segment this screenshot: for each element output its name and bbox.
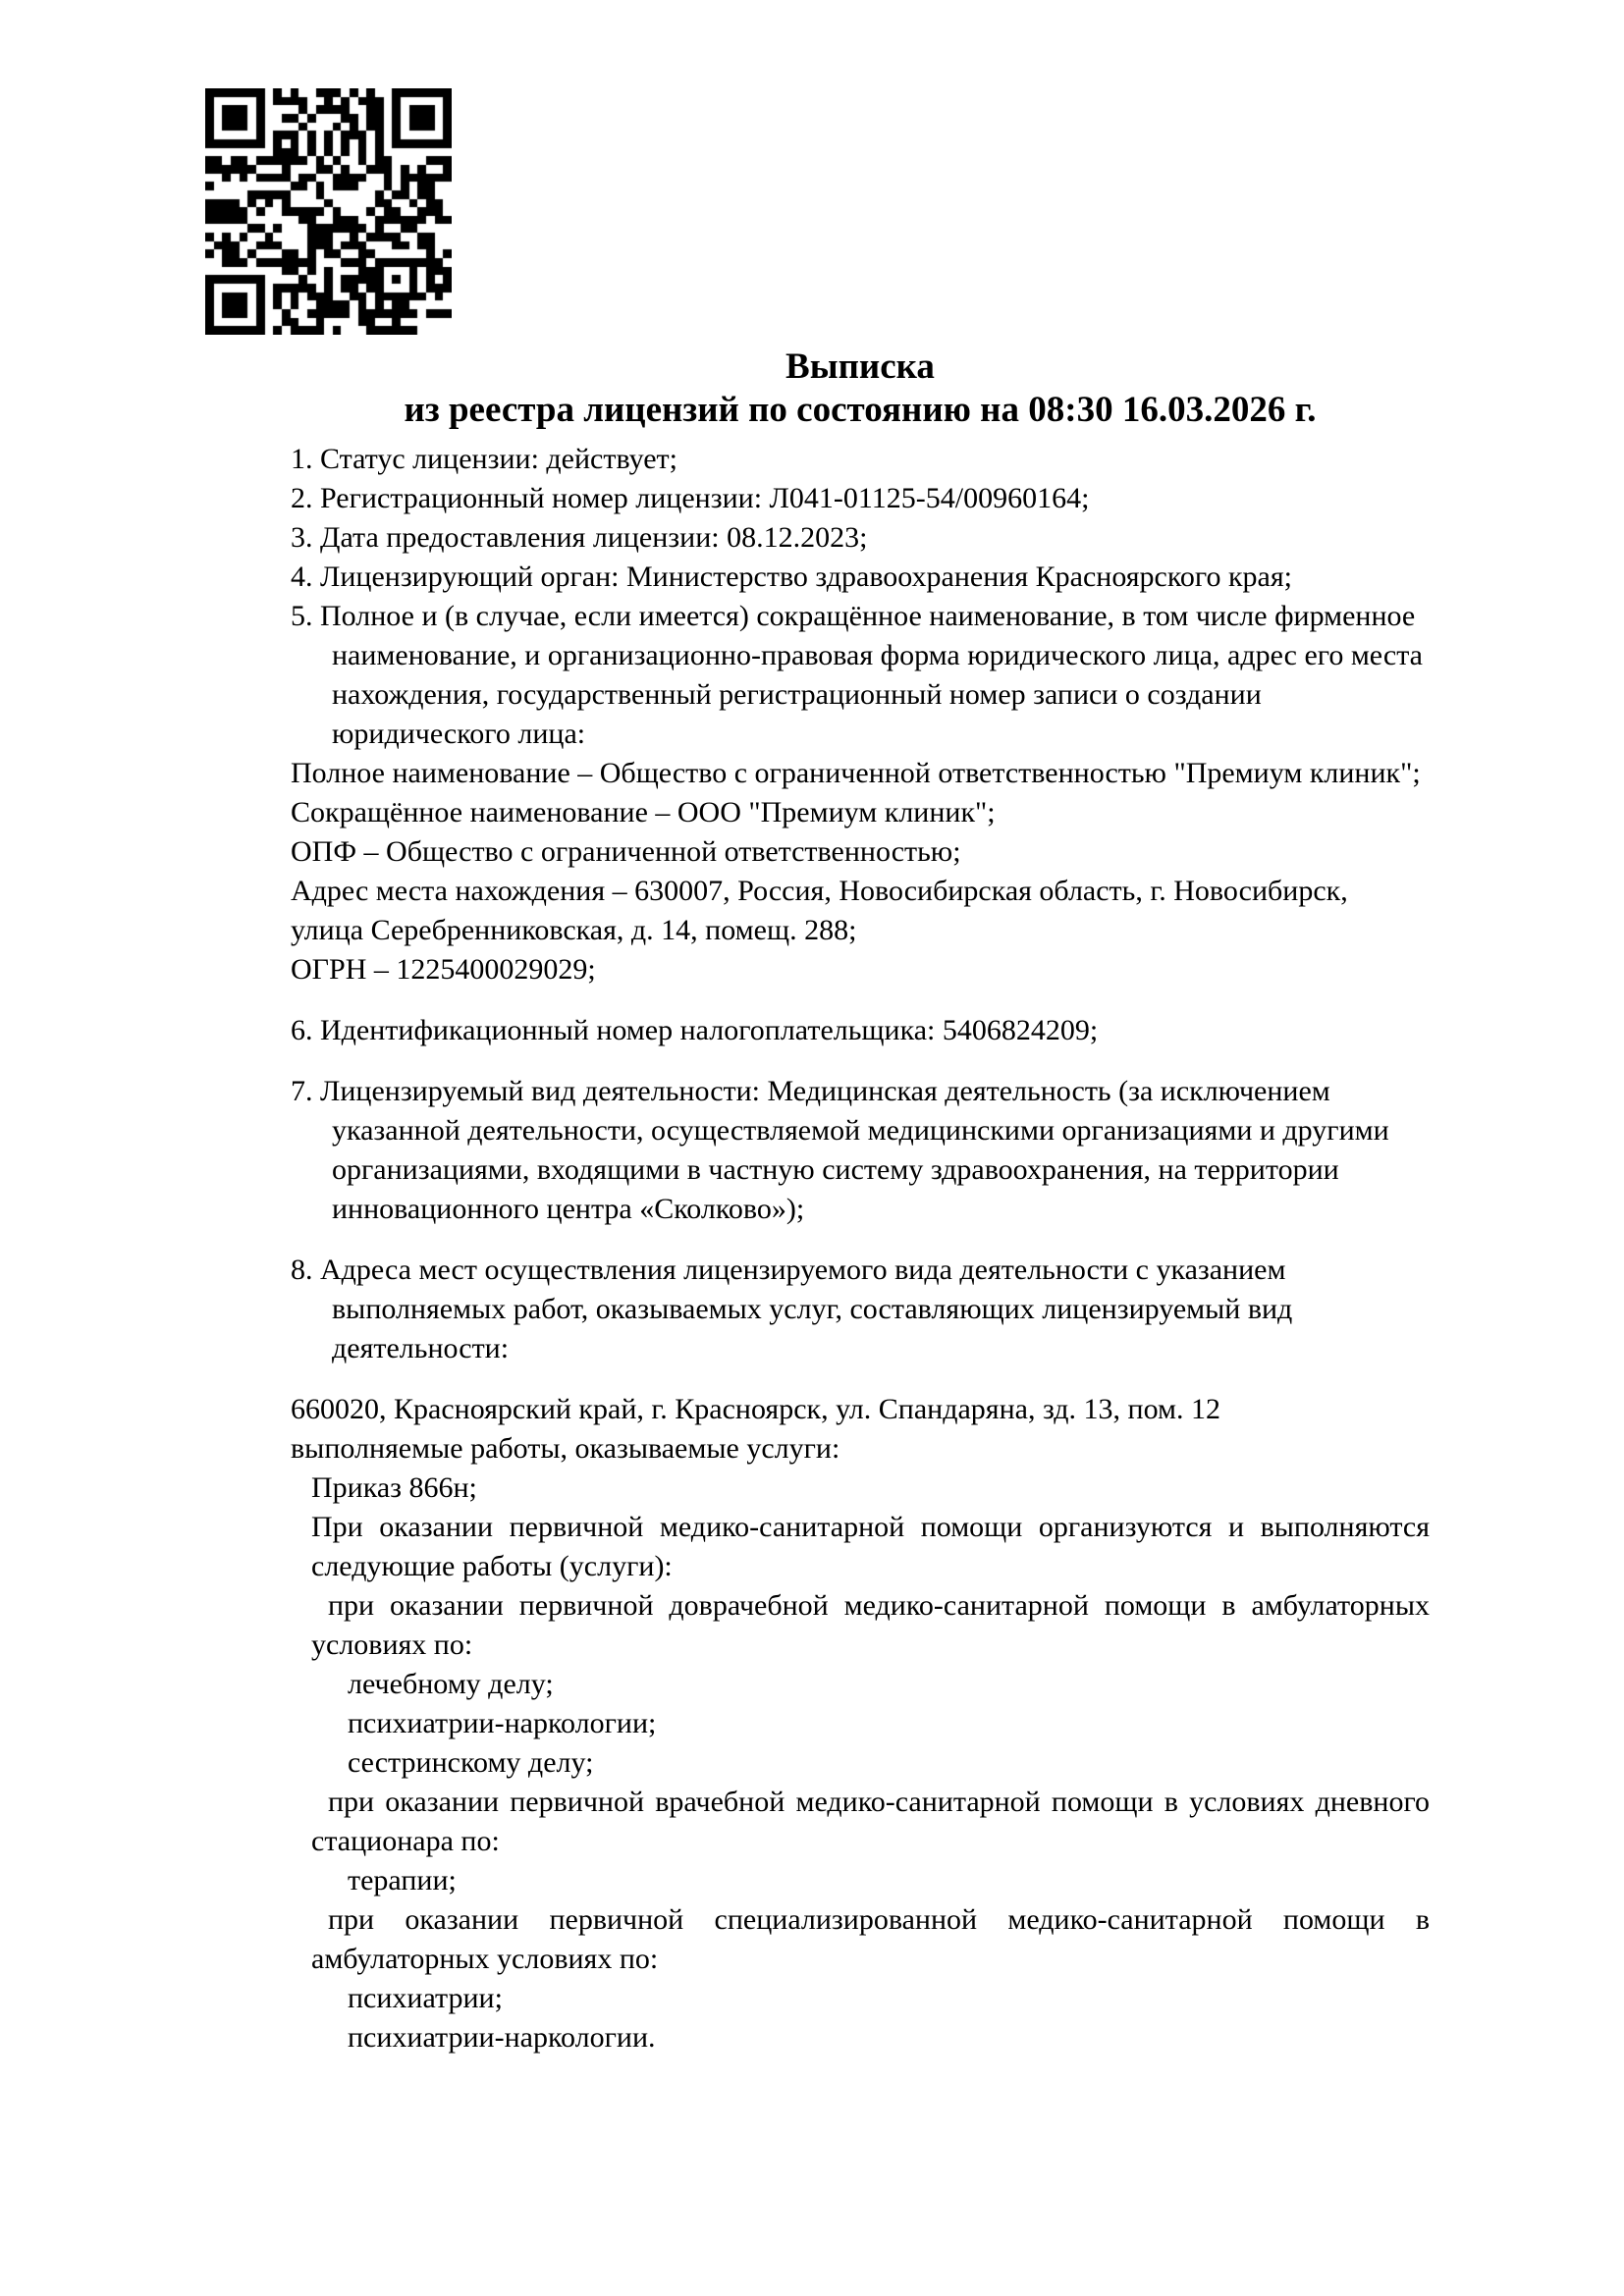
text-line: ОГРН – 1225400029029;	[291, 953, 596, 986]
text-line: сестринскому делу;	[348, 1746, 594, 1779]
text-line: 2. Регистрационный номер лицензии: Л041-01125-54/00960164;	[291, 482, 1090, 514]
text-line: психиатрии-наркологии.	[348, 2021, 656, 2054]
text-line: юридического лица:	[332, 718, 586, 750]
text-line: инновационного центра «Сколково»);	[332, 1193, 805, 1225]
text-line: 5. Полное и (в случае, если имеется) сокращённое наименование, в том числе фирменное	[291, 600, 1416, 632]
text-line: выполняемые работы, оказываемые услуги:	[291, 1432, 840, 1465]
text-line: улица Серебренниковская, д. 14, помещ. 288;	[291, 914, 857, 946]
text-line: условиях по:	[311, 1629, 473, 1661]
text-line: деятельности:	[332, 1332, 510, 1364]
text-line: 6. Идентификационный номер налогоплательщика: 5406824209;	[291, 1014, 1099, 1046]
text-line: При оказании первичной медико-санитарной помощи организуются и выполняются	[311, 1511, 1430, 1543]
text-line: выполняемых работ, оказываемых услуг, составляющих лицензируемый вид	[332, 1293, 1293, 1325]
title-line-2: из реестра лицензий по состоянию на 08:30 16.03.2026 г.	[404, 390, 1317, 430]
text-line: 7. Лицензируемый вид деятельности: Медицинская деятельность (за исключением	[291, 1075, 1330, 1107]
text-line: организациями, входящими в частную систему здравоохранения, на территории	[332, 1153, 1339, 1186]
text-line: нахождения, государственный регистрационный номер записи о создании	[332, 678, 1262, 711]
text-line: Полное наименование – Общество с ограниченной ответственностью "Премиум клиник";	[291, 757, 1421, 789]
text-line: психиатрии-наркологии;	[348, 1707, 657, 1739]
text-line: Адрес места нахождения – 630007, Россия, Новосибирская область, г. Новосибирск,	[291, 875, 1348, 907]
text-line: 4. Лицензирующий орган: Министерство здравоохранения Красноярского края;	[291, 561, 1292, 593]
qr-code	[205, 88, 452, 335]
text-line: 8. Адреса мест осуществления лицензируемого вида деятельности с указанием	[291, 1254, 1286, 1286]
text-line: при оказании первичной врачебной медико-санитарной помощи в условиях дневного	[328, 1786, 1430, 1818]
text-line: амбулаторных условиях по:	[311, 1943, 659, 1975]
text-line: 1. Статус лицензии: действует;	[291, 443, 677, 475]
text-line: Приказ 866н;	[311, 1471, 477, 1504]
text-line: психиатрии;	[348, 1982, 503, 2014]
text-line: 3. Дата предоставления лицензии: 08.12.2023;	[291, 521, 868, 554]
text-line: терапии;	[348, 1864, 457, 1896]
text-line: ОПФ – Общество с ограниченной ответственностью;	[291, 835, 961, 868]
title-line-1: Выписка	[785, 347, 935, 387]
text-line: при оказании первичной специализированной медико-санитарной помощи в	[328, 1903, 1430, 1936]
document-title	[291, 346, 1430, 432]
text-line: наименование, и организационно-правовая форма юридического лица, адрес его места	[332, 639, 1423, 671]
text-line: 660020, Красноярский край, г. Красноярск, ул. Спандаряна, зд. 13, пом. 12	[291, 1393, 1220, 1425]
text-line: при оказании первичной доврачебной медико-санитарной помощи в амбулаторных	[328, 1589, 1430, 1622]
document-body	[291, 440, 1430, 2057]
text-line: указанной деятельности, осуществляемой медицинскими организациями и другими	[332, 1114, 1389, 1147]
text-line: следующие работы (услуги):	[311, 1550, 673, 1582]
text-line: стационара по:	[311, 1825, 500, 1857]
text-line: Сокращённое наименование – ООО "Премиум клиник";	[291, 796, 996, 828]
text-line: лечебному делу;	[348, 1668, 554, 1700]
